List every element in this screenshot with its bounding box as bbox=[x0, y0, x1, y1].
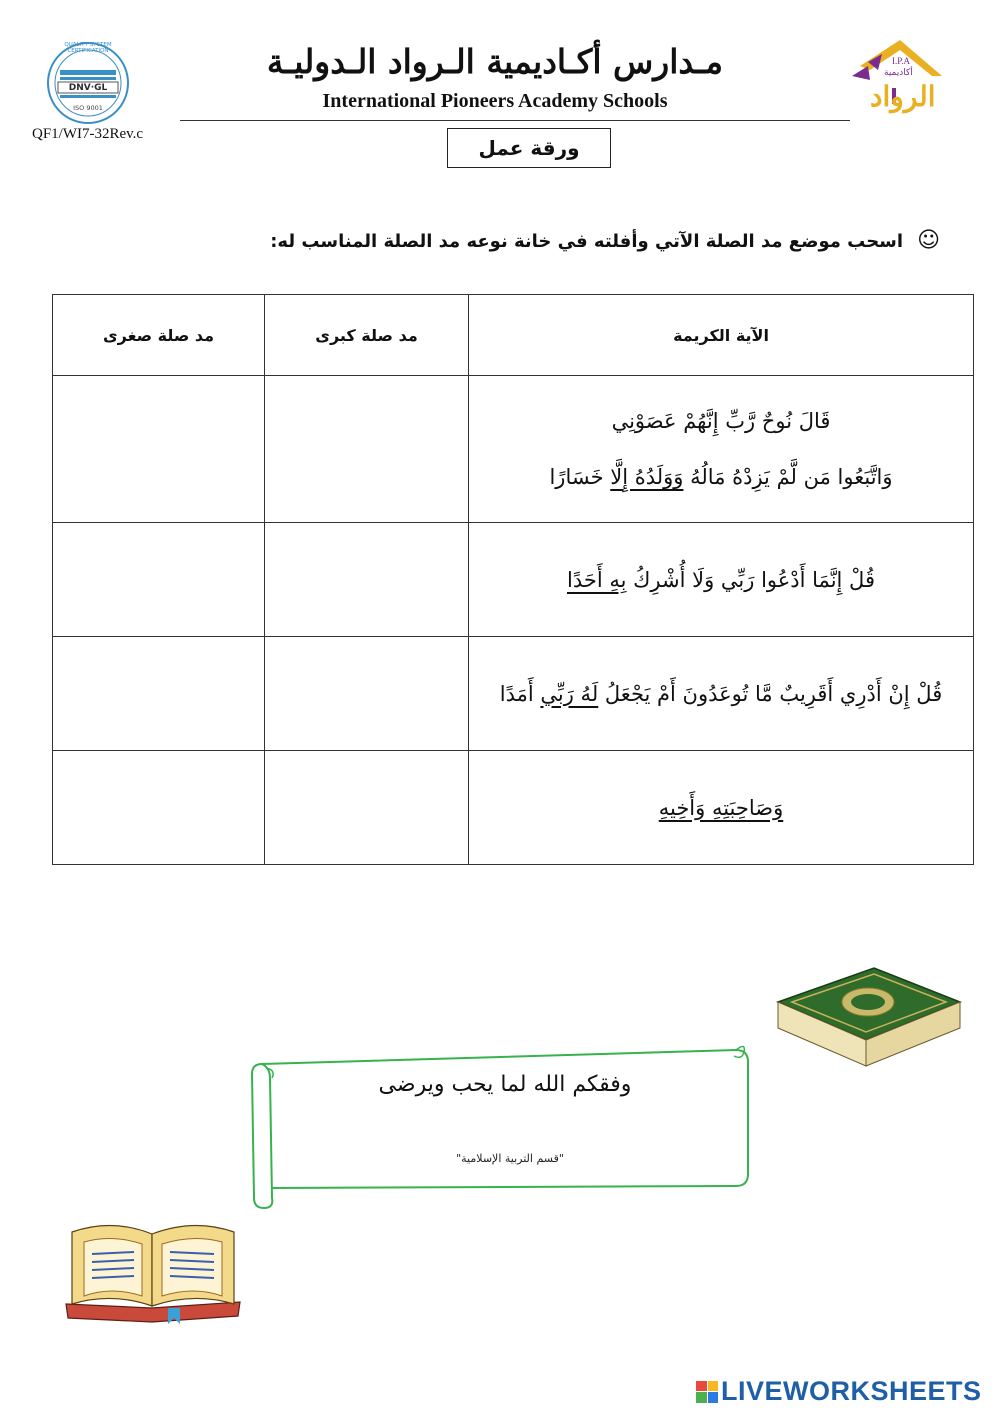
sorting-table bbox=[52, 294, 974, 865]
drop-zone-major[interactable] bbox=[265, 637, 469, 751]
drop-zone-minor[interactable] bbox=[53, 751, 265, 865]
table-row bbox=[53, 751, 974, 865]
closing-message: وفقكم الله لما يحب ويرضى bbox=[378, 1072, 632, 1097]
table-header-row bbox=[53, 295, 974, 376]
verse-cell bbox=[469, 637, 974, 751]
academy-sub: أكاديمية bbox=[884, 68, 913, 78]
academy-logo bbox=[848, 36, 948, 120]
smiley-icon: ☺ bbox=[917, 228, 940, 253]
scroll-banner bbox=[248, 1038, 752, 1210]
header-major-madd: مد صلة كبرى bbox=[265, 295, 469, 376]
academy-abbr: I.P.A bbox=[892, 56, 911, 66]
quran-book-icon bbox=[770, 962, 966, 1072]
verse-line: وَاتَّبَعُوا مَن لَّمْ يَزِدْهُ مَالُهُ وَوَلَدُهُ إِلَّا خَسَارًا bbox=[549, 465, 893, 489]
certification-logo bbox=[38, 40, 138, 126]
draggable-madd-word[interactable]: بِهِ أَحَدًا bbox=[566, 567, 627, 592]
cert-brand: DNV·GL bbox=[68, 83, 108, 93]
instruction bbox=[270, 228, 940, 253]
drop-zone-major[interactable] bbox=[265, 751, 469, 865]
badge-square bbox=[696, 1392, 707, 1403]
drop-zone-minor[interactable] bbox=[53, 637, 265, 751]
liveworksheets-logo[interactable] bbox=[696, 1376, 982, 1407]
cert-ring-text: QUALITY SYSTEM CERTIFICATION bbox=[64, 42, 112, 54]
verse-line bbox=[469, 780, 973, 836]
verse-line: قُلْ إِنَّمَا أَدْعُوا رَبِّي وَلَا أُشْرِكُ بِهِ أَحَدًا bbox=[566, 567, 875, 592]
table-row bbox=[53, 637, 974, 751]
open-book-icon bbox=[60, 1212, 246, 1324]
verse-cell bbox=[469, 523, 974, 637]
table-row bbox=[53, 376, 974, 523]
worksheet-title: ورقة عمل bbox=[447, 128, 611, 168]
instruction-text: اسحب موضع مد الصلة الآتي وأفلته في خانة نوعه مد الصلة المناسب له: bbox=[270, 231, 904, 252]
drop-zone-minor[interactable] bbox=[53, 376, 265, 523]
badge-square bbox=[696, 1381, 707, 1392]
draggable-madd-word[interactable]: لَهُ رَبِّي bbox=[540, 681, 599, 706]
school-name-english: International Pioneers Academy Schools bbox=[322, 90, 668, 112]
header-minor-madd: مد صلة صغرى bbox=[53, 295, 265, 376]
draggable-madd-word[interactable]: وَصَاحِبَتِهِ وَأَخِيهِ bbox=[658, 795, 784, 820]
cert-standard: ISO 9001 bbox=[73, 104, 103, 112]
drop-zone-major[interactable] bbox=[265, 376, 469, 523]
verse-line: قُلْ إِنْ أَدْرِي أَقَرِيبٌ مَّا تُوعَدُونَ أَمْ يَجْعَلُ لَهُ رَبِّي أَمَدًا bbox=[499, 681, 943, 706]
verse-cell bbox=[469, 376, 974, 523]
table-row bbox=[53, 523, 974, 637]
verse-line: قَالَ نُوحٌ رَّبِّ إِنَّهُمْ عَصَوْنِي bbox=[611, 409, 831, 433]
badge-square bbox=[708, 1381, 719, 1392]
header-divider bbox=[180, 120, 850, 121]
school-name-arabic: مـدارس أكـاديمية الـرواد الـدوليـة bbox=[266, 42, 724, 81]
liveworksheets-badge-icon bbox=[696, 1381, 718, 1403]
drop-zone-minor[interactable] bbox=[53, 523, 265, 637]
department-name: "قسم التربية الإسلامية" bbox=[456, 1152, 564, 1165]
header-verse: الآية الكريمة bbox=[469, 295, 974, 376]
liveworksheets-brand: LIVEWORKSHEETS bbox=[721, 1376, 982, 1406]
academy-name: الرواد bbox=[870, 80, 936, 113]
badge-square bbox=[708, 1392, 719, 1403]
drop-zone-major[interactable] bbox=[265, 523, 469, 637]
form-code: QF1/WI7-32Rev.c bbox=[32, 126, 144, 142]
verse-cell bbox=[469, 751, 974, 865]
draggable-madd-word[interactable]: وَوَلَدُهُ إِلَّا bbox=[610, 465, 684, 489]
